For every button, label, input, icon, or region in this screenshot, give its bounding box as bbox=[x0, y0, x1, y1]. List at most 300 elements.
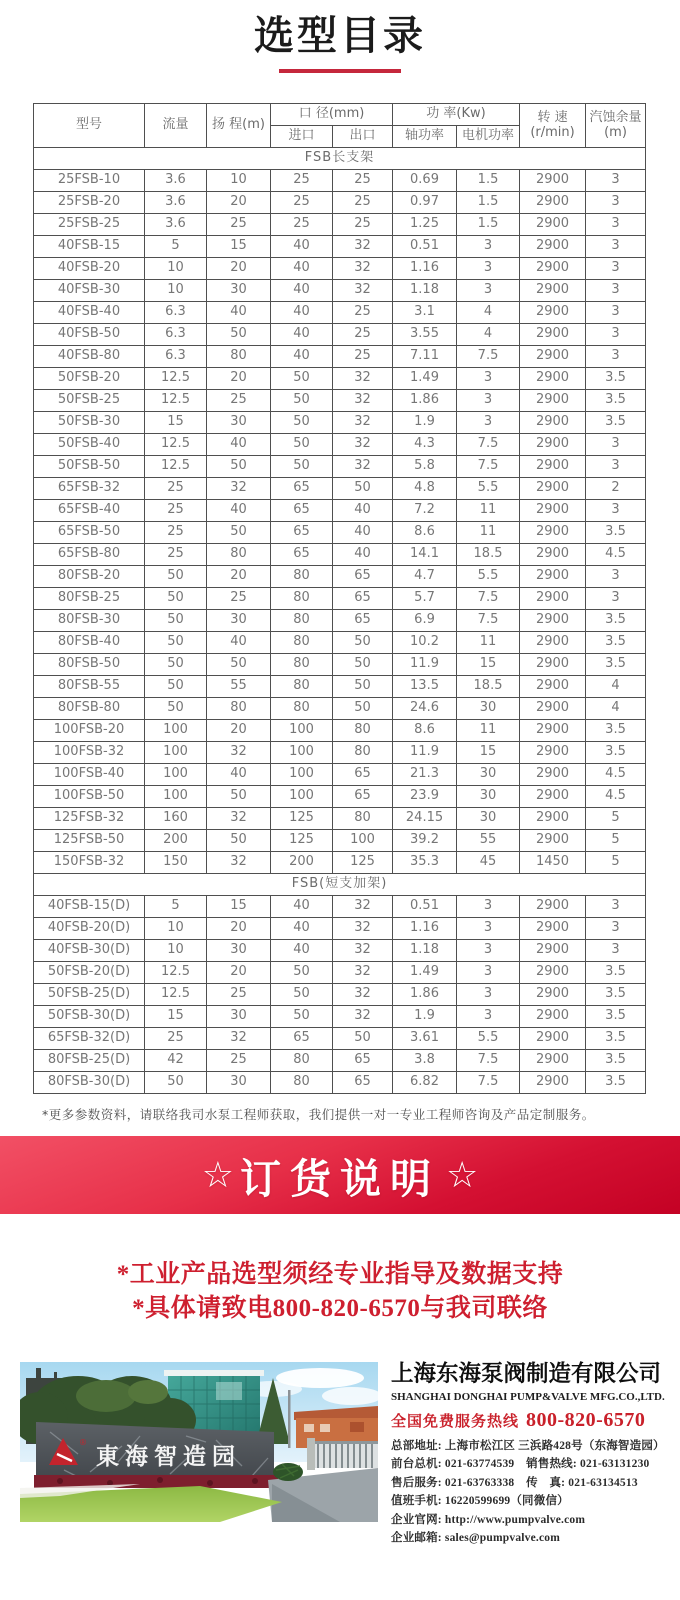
value-cell: 3.5 bbox=[586, 1006, 646, 1028]
value-cell: 21.3 bbox=[393, 764, 457, 786]
contact-address: 总部地址: 上海市松江区 三浜路428号（东海智造园） bbox=[391, 1439, 665, 1452]
model-cell: 150FSB-32 bbox=[34, 852, 145, 874]
value-cell: 4.5 bbox=[586, 764, 646, 786]
value-cell: 50 bbox=[333, 698, 393, 720]
value-cell: 3.1 bbox=[393, 302, 457, 324]
value-cell: 24.15 bbox=[393, 808, 457, 830]
value-cell: 50 bbox=[333, 676, 393, 698]
value-cell: 2900 bbox=[520, 566, 586, 588]
value-cell: 80 bbox=[207, 544, 271, 566]
value-cell: 7.5 bbox=[457, 1072, 520, 1094]
value-cell: 3 bbox=[457, 390, 520, 412]
company-name-en: SHANGHAI DONGHAI PUMP&VALVE MFG.CO.,LTD. bbox=[391, 1390, 665, 1403]
value-cell: 3.61 bbox=[393, 1028, 457, 1050]
value-cell: 6.3 bbox=[145, 324, 207, 346]
value-cell: 3.5 bbox=[586, 1028, 646, 1050]
value-cell: 5.8 bbox=[393, 456, 457, 478]
value-cell: 12.5 bbox=[145, 368, 207, 390]
table-row bbox=[34, 940, 646, 962]
value-cell: 2 bbox=[586, 478, 646, 500]
value-cell: 25 bbox=[333, 346, 393, 368]
value-cell: 2900 bbox=[520, 676, 586, 698]
value-cell: 2900 bbox=[520, 368, 586, 390]
value-cell: 50 bbox=[145, 632, 207, 654]
value-cell: 3 bbox=[457, 412, 520, 434]
value-cell: 40 bbox=[271, 236, 333, 258]
value-cell: 20 bbox=[207, 258, 271, 280]
value-cell: 55 bbox=[457, 830, 520, 852]
model-cell: 80FSB-80 bbox=[34, 698, 145, 720]
value-cell: 35.3 bbox=[393, 852, 457, 874]
table-row bbox=[34, 962, 646, 984]
order-banner bbox=[0, 1136, 680, 1214]
value-cell: 32 bbox=[333, 258, 393, 280]
title-underline bbox=[279, 69, 401, 73]
company-name-cn: 上海东海泵阀制造有限公司 bbox=[391, 1361, 662, 1387]
table-row bbox=[34, 654, 646, 676]
table-row bbox=[34, 280, 646, 302]
value-cell: 2900 bbox=[520, 280, 586, 302]
model-cell: 80FSB-40 bbox=[34, 632, 145, 654]
value-cell: 25 bbox=[207, 588, 271, 610]
table-row bbox=[34, 918, 646, 940]
value-cell: 65 bbox=[333, 764, 393, 786]
value-cell: 6.3 bbox=[145, 302, 207, 324]
model-cell: 40FSB-50 bbox=[34, 324, 145, 346]
value-cell: 0.51 bbox=[393, 896, 457, 918]
value-cell: 3 bbox=[586, 896, 646, 918]
value-cell: 6.82 bbox=[393, 1072, 457, 1094]
value-cell: 12.5 bbox=[145, 456, 207, 478]
value-cell: 2900 bbox=[520, 786, 586, 808]
value-cell: 6.3 bbox=[145, 346, 207, 368]
value-cell: 40 bbox=[271, 346, 333, 368]
value-cell: 3.6 bbox=[145, 214, 207, 236]
table-row bbox=[34, 852, 646, 874]
model-cell: 80FSB-50 bbox=[34, 654, 145, 676]
reg-mark: ® bbox=[79, 1438, 87, 1447]
value-cell: 10 bbox=[145, 258, 207, 280]
value-cell: 50 bbox=[145, 676, 207, 698]
col-header-model: 型号 bbox=[34, 104, 145, 148]
value-cell: 50 bbox=[271, 1006, 333, 1028]
value-cell: 30 bbox=[457, 786, 520, 808]
value-cell: 11 bbox=[457, 632, 520, 654]
col-header-npsh-unit: (m) bbox=[604, 124, 627, 140]
value-cell: 2900 bbox=[520, 170, 586, 192]
model-cell: 65FSB-40 bbox=[34, 500, 145, 522]
value-cell: 40 bbox=[207, 764, 271, 786]
value-cell: 3 bbox=[586, 346, 646, 368]
value-cell: 1.16 bbox=[393, 258, 457, 280]
value-cell: 100 bbox=[271, 720, 333, 742]
value-cell: 2900 bbox=[520, 324, 586, 346]
hotline-number: 800-820-6570 bbox=[526, 1408, 646, 1431]
value-cell: 32 bbox=[207, 852, 271, 874]
value-cell: 40 bbox=[271, 280, 333, 302]
value-cell: 2900 bbox=[520, 236, 586, 258]
value-cell: 15 bbox=[145, 1006, 207, 1028]
value-cell: 2900 bbox=[520, 918, 586, 940]
value-cell: 15 bbox=[145, 412, 207, 434]
value-cell: 5.5 bbox=[457, 566, 520, 588]
order-notice bbox=[0, 1258, 680, 1326]
value-cell: 1.5 bbox=[457, 170, 520, 192]
model-cell: 40FSB-40 bbox=[34, 302, 145, 324]
value-cell: 3.5 bbox=[586, 962, 646, 984]
value-cell: 3.55 bbox=[393, 324, 457, 346]
value-cell: 5 bbox=[586, 830, 646, 852]
value-cell: 32 bbox=[207, 808, 271, 830]
model-cell: 125FSB-32 bbox=[34, 808, 145, 830]
value-cell: 2900 bbox=[520, 302, 586, 324]
value-cell: 25 bbox=[207, 1050, 271, 1072]
value-cell: 30 bbox=[207, 280, 271, 302]
value-cell: 2900 bbox=[520, 940, 586, 962]
value-cell: 30 bbox=[457, 808, 520, 830]
star-icon: ☆ bbox=[201, 1154, 234, 1196]
model-cell: 100FSB-40 bbox=[34, 764, 145, 786]
value-cell: 50 bbox=[271, 434, 333, 456]
value-cell: 32 bbox=[333, 1006, 393, 1028]
table-row bbox=[34, 1006, 646, 1028]
table-row bbox=[34, 896, 646, 918]
table-row bbox=[34, 588, 646, 610]
model-cell: 40FSB-15(D) bbox=[34, 896, 145, 918]
value-cell: 25 bbox=[145, 544, 207, 566]
table-row bbox=[34, 390, 646, 412]
table-row bbox=[34, 786, 646, 808]
table-row bbox=[34, 830, 646, 852]
service-hotline bbox=[391, 1409, 660, 1432]
value-cell: 2900 bbox=[520, 258, 586, 280]
flower-bed bbox=[34, 1475, 278, 1488]
value-cell: 3.5 bbox=[586, 1050, 646, 1072]
value-cell: 2900 bbox=[520, 478, 586, 500]
value-cell: 2900 bbox=[520, 434, 586, 456]
value-cell: 3 bbox=[457, 962, 520, 984]
col-header-head: 扬 程(m) bbox=[207, 104, 271, 148]
value-cell: 1.5 bbox=[457, 214, 520, 236]
value-cell: 4.5 bbox=[586, 786, 646, 808]
model-cell: 50FSB-30(D) bbox=[34, 1006, 145, 1028]
model-cell: 50FSB-25(D) bbox=[34, 984, 145, 1006]
value-cell: 1450 bbox=[520, 852, 586, 874]
value-cell: 24.6 bbox=[393, 698, 457, 720]
value-cell: 5.7 bbox=[393, 588, 457, 610]
col-header-motor-power: 电机功率 bbox=[457, 126, 520, 148]
factory-photo-illustration bbox=[20, 1362, 378, 1522]
value-cell: 3.5 bbox=[586, 1072, 646, 1094]
col-header-outlet: 出口 bbox=[333, 126, 393, 148]
value-cell: 25 bbox=[145, 500, 207, 522]
value-cell: 40 bbox=[333, 544, 393, 566]
value-cell: 30 bbox=[457, 698, 520, 720]
section-header-row bbox=[34, 148, 646, 170]
factory-photo bbox=[20, 1362, 378, 1522]
value-cell: 32 bbox=[333, 390, 393, 412]
value-cell: 7.5 bbox=[457, 588, 520, 610]
value-cell: 1.9 bbox=[393, 412, 457, 434]
value-cell: 3 bbox=[586, 500, 646, 522]
lamp-pole bbox=[288, 1390, 291, 1448]
value-cell: 25 bbox=[333, 324, 393, 346]
table-row bbox=[34, 302, 646, 324]
value-cell: 20 bbox=[207, 962, 271, 984]
value-cell: 65 bbox=[333, 610, 393, 632]
value-cell: 65 bbox=[333, 566, 393, 588]
value-cell: 40 bbox=[271, 896, 333, 918]
table-row bbox=[34, 566, 646, 588]
notice-line-1: *工业产品选型须经专业指导及数据支持 bbox=[116, 1261, 564, 1288]
value-cell: 3 bbox=[586, 918, 646, 940]
col-header-flow: 流量 bbox=[145, 104, 207, 148]
hotline-label: 全国免费服务热线 bbox=[391, 1411, 520, 1430]
value-cell: 2900 bbox=[520, 698, 586, 720]
value-cell: 3.6 bbox=[145, 170, 207, 192]
value-cell: 3.8 bbox=[393, 1050, 457, 1072]
value-cell: 11.9 bbox=[393, 654, 457, 676]
model-cell: 50FSB-20 bbox=[34, 368, 145, 390]
value-cell: 150 bbox=[145, 852, 207, 874]
value-cell: 50 bbox=[207, 456, 271, 478]
value-cell: 3 bbox=[457, 940, 520, 962]
value-cell: 40 bbox=[333, 500, 393, 522]
model-cell: 80FSB-25 bbox=[34, 588, 145, 610]
table-row bbox=[34, 1028, 646, 1050]
value-cell: 3 bbox=[586, 214, 646, 236]
value-cell: 25 bbox=[271, 170, 333, 192]
value-cell: 32 bbox=[333, 940, 393, 962]
value-cell: 50 bbox=[145, 654, 207, 676]
value-cell: 32 bbox=[333, 896, 393, 918]
table-row bbox=[34, 368, 646, 390]
pump-spec-table bbox=[33, 103, 646, 1094]
contact-phones-2: 售后服务: 021-63763338 传 真: 021-63134513 bbox=[391, 1476, 638, 1489]
value-cell: 65 bbox=[333, 786, 393, 808]
table-footnote: *更多参数资料，请联络我司水泵工程师获取，我们提供一对一专业工程师咨询及产品定制服务。 bbox=[42, 1107, 595, 1122]
value-cell: 65 bbox=[271, 522, 333, 544]
value-cell: 5.5 bbox=[457, 1028, 520, 1050]
value-cell: 65 bbox=[333, 588, 393, 610]
value-cell: 50 bbox=[333, 478, 393, 500]
table-row bbox=[34, 478, 646, 500]
value-cell: 40 bbox=[271, 918, 333, 940]
value-cell: 160 bbox=[145, 808, 207, 830]
value-cell: 2900 bbox=[520, 764, 586, 786]
value-cell: 45 bbox=[457, 852, 520, 874]
value-cell: 50 bbox=[207, 324, 271, 346]
value-cell: 3.5 bbox=[586, 742, 646, 764]
value-cell: 80 bbox=[271, 1050, 333, 1072]
value-cell: 100 bbox=[145, 742, 207, 764]
model-cell: 25FSB-25 bbox=[34, 214, 145, 236]
value-cell: 80 bbox=[271, 676, 333, 698]
col-header-shaft-power: 轴功率 bbox=[393, 126, 457, 148]
col-header-npsh-label: 汽蚀余量 bbox=[589, 109, 642, 125]
value-cell: 25 bbox=[145, 478, 207, 500]
value-cell: 65 bbox=[271, 500, 333, 522]
value-cell: 3 bbox=[586, 192, 646, 214]
col-header-speed-label: 转 速 bbox=[537, 109, 568, 125]
table-row bbox=[34, 984, 646, 1006]
table-row bbox=[34, 610, 646, 632]
value-cell: 1.86 bbox=[393, 390, 457, 412]
value-cell: 5 bbox=[145, 236, 207, 258]
value-cell: 80 bbox=[207, 346, 271, 368]
table-row bbox=[34, 808, 646, 830]
value-cell: 80 bbox=[333, 742, 393, 764]
value-cell: 1.25 bbox=[393, 214, 457, 236]
value-cell: 1.49 bbox=[393, 368, 457, 390]
value-cell: 2900 bbox=[520, 896, 586, 918]
value-cell: 15 bbox=[207, 236, 271, 258]
contact-phones-1: 前台总机: 021-63774539 销售热线: 021-63131230 bbox=[391, 1458, 650, 1471]
value-cell: 25 bbox=[207, 214, 271, 236]
value-cell: 32 bbox=[333, 962, 393, 984]
value-cell: 40 bbox=[271, 302, 333, 324]
model-cell: 80FSB-25(D) bbox=[34, 1050, 145, 1072]
model-cell: 40FSB-20(D) bbox=[34, 918, 145, 940]
value-cell: 2900 bbox=[520, 808, 586, 830]
value-cell: 40 bbox=[271, 258, 333, 280]
value-cell: 50 bbox=[333, 654, 393, 676]
value-cell: 40 bbox=[271, 324, 333, 346]
table-header bbox=[34, 104, 646, 148]
value-cell: 50 bbox=[207, 654, 271, 676]
col-header-npsh bbox=[586, 104, 646, 148]
model-cell: 65FSB-50 bbox=[34, 522, 145, 544]
model-cell: 100FSB-50 bbox=[34, 786, 145, 808]
cycad-plant bbox=[273, 1463, 303, 1481]
value-cell: 1.9 bbox=[393, 1006, 457, 1028]
model-cell: 50FSB-40 bbox=[34, 434, 145, 456]
model-cell: 65FSB-32 bbox=[34, 478, 145, 500]
model-cell: 50FSB-30 bbox=[34, 412, 145, 434]
value-cell: 2900 bbox=[520, 742, 586, 764]
value-cell: 3 bbox=[586, 236, 646, 258]
value-cell: 40 bbox=[207, 302, 271, 324]
value-cell: 125 bbox=[271, 830, 333, 852]
value-cell: 2900 bbox=[520, 588, 586, 610]
table-row bbox=[34, 698, 646, 720]
value-cell: 100 bbox=[271, 764, 333, 786]
value-cell: 25 bbox=[333, 192, 393, 214]
value-cell: 14.1 bbox=[393, 544, 457, 566]
value-cell: 15 bbox=[207, 896, 271, 918]
value-cell: 11 bbox=[457, 522, 520, 544]
value-cell: 3.5 bbox=[586, 610, 646, 632]
value-cell: 18.5 bbox=[457, 676, 520, 698]
value-cell: 20 bbox=[207, 192, 271, 214]
value-cell: 3 bbox=[586, 170, 646, 192]
value-cell: 3 bbox=[457, 236, 520, 258]
table-row bbox=[34, 544, 646, 566]
value-cell: 3 bbox=[586, 280, 646, 302]
value-cell: 100 bbox=[271, 742, 333, 764]
value-cell: 4 bbox=[586, 698, 646, 720]
value-cell: 10 bbox=[145, 940, 207, 962]
value-cell: 3.5 bbox=[586, 632, 646, 654]
value-cell: 50 bbox=[271, 984, 333, 1006]
star-icon: ☆ bbox=[446, 1154, 479, 1196]
value-cell: 30 bbox=[457, 764, 520, 786]
value-cell: 50 bbox=[207, 830, 271, 852]
table-row bbox=[34, 236, 646, 258]
section-title: FSB长支架 bbox=[34, 148, 646, 170]
model-cell: 40FSB-80 bbox=[34, 346, 145, 368]
value-cell: 25 bbox=[333, 214, 393, 236]
model-cell: 50FSB-25 bbox=[34, 390, 145, 412]
table-row bbox=[34, 434, 646, 456]
value-cell: 10.2 bbox=[393, 632, 457, 654]
value-cell: 3 bbox=[457, 258, 520, 280]
model-cell: 40FSB-30 bbox=[34, 280, 145, 302]
value-cell: 32 bbox=[333, 412, 393, 434]
section-header-row bbox=[34, 874, 646, 896]
value-cell: 15 bbox=[457, 654, 520, 676]
value-cell: 100 bbox=[145, 786, 207, 808]
value-cell: 3.6 bbox=[145, 192, 207, 214]
value-cell: 32 bbox=[207, 742, 271, 764]
value-cell: 40 bbox=[207, 632, 271, 654]
value-cell: 40 bbox=[333, 522, 393, 544]
value-cell: 23.9 bbox=[393, 786, 457, 808]
value-cell: 2900 bbox=[520, 522, 586, 544]
order-banner-title bbox=[202, 1146, 479, 1205]
value-cell: 32 bbox=[333, 456, 393, 478]
value-cell: 30 bbox=[207, 610, 271, 632]
table-body bbox=[34, 148, 646, 1094]
value-cell: 30 bbox=[207, 1006, 271, 1028]
table-row bbox=[34, 1072, 646, 1094]
notice-line-2: *具体请致电800-820-6570与我司联络 bbox=[132, 1295, 548, 1322]
value-cell: 50 bbox=[333, 1028, 393, 1050]
table-row bbox=[34, 170, 646, 192]
company-info bbox=[391, 1361, 665, 1548]
table-row bbox=[34, 500, 646, 522]
value-cell: 3 bbox=[586, 940, 646, 962]
glass-building-roof bbox=[164, 1370, 264, 1376]
value-cell: 200 bbox=[145, 830, 207, 852]
value-cell: 42 bbox=[145, 1050, 207, 1072]
value-cell: 2900 bbox=[520, 1028, 586, 1050]
value-cell: 3 bbox=[586, 456, 646, 478]
value-cell: 1.5 bbox=[457, 192, 520, 214]
value-cell: 50 bbox=[145, 610, 207, 632]
model-cell: 65FSB-32(D) bbox=[34, 1028, 145, 1050]
value-cell: 3 bbox=[586, 434, 646, 456]
col-header-diameter: 口 径(mm) bbox=[271, 104, 393, 126]
value-cell: 200 bbox=[271, 852, 333, 874]
value-cell: 32 bbox=[333, 236, 393, 258]
value-cell: 11.9 bbox=[393, 742, 457, 764]
value-cell: 2900 bbox=[520, 632, 586, 654]
value-cell: 39.2 bbox=[393, 830, 457, 852]
value-cell: 100 bbox=[145, 764, 207, 786]
value-cell: 25 bbox=[207, 390, 271, 412]
value-cell: 20 bbox=[207, 918, 271, 940]
value-cell: 2900 bbox=[520, 984, 586, 1006]
value-cell: 2900 bbox=[520, 544, 586, 566]
value-cell: 65 bbox=[271, 544, 333, 566]
table-row bbox=[34, 456, 646, 478]
value-cell: 11 bbox=[457, 720, 520, 742]
table-row bbox=[34, 258, 646, 280]
value-cell: 125 bbox=[271, 808, 333, 830]
model-cell: 40FSB-20 bbox=[34, 258, 145, 280]
value-cell: 3 bbox=[457, 1006, 520, 1028]
